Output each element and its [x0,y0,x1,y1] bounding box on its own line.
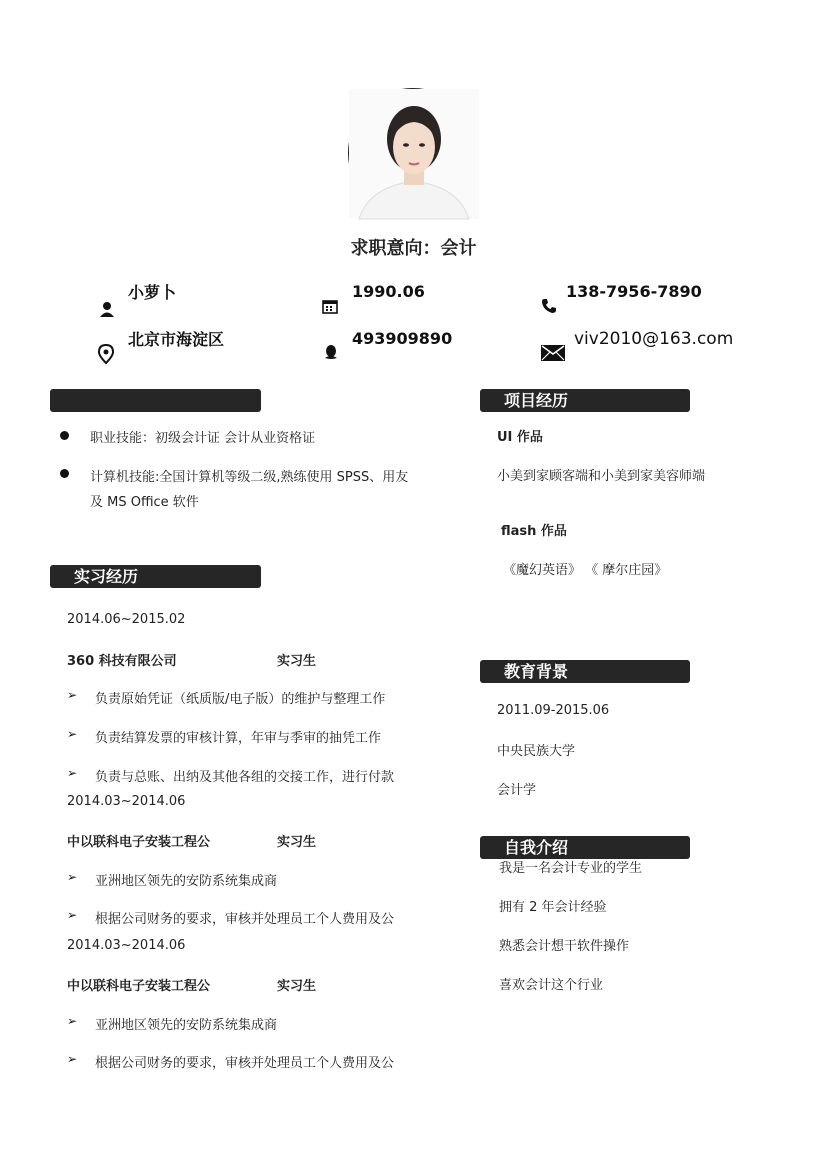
profile-photo [348,88,478,218]
address-value: 北京市海淀区 [128,330,225,349]
calendar-icon [322,298,340,316]
ui-desc: 小美到家顾客端和小美到家美容师端 [497,469,706,484]
intro-line-2: 拥有 2 年会计经验 [499,900,607,915]
arrow-bullet: ➢ [67,1014,78,1028]
intro-line-1: 我是一名会计专业的学生 [499,861,643,876]
intro-line-4: 喜欢会计这个行业 [499,978,604,993]
entry1-company: 360 科技有限公司 [67,654,177,669]
arrow-bullet: ➢ [67,688,78,702]
entry3-company: 中以联科电子安装工程公 [67,979,211,994]
birth-value: 1990.06 [352,282,425,301]
job-objective: 求职意向：会计 [350,238,477,259]
bullet-dot [60,469,69,478]
qq-value: 493909890 [352,329,453,348]
arrow-bullet: ➢ [67,766,78,780]
ui-title: UI 作品 [497,430,543,445]
arrow-bullet: ➢ [67,1052,78,1066]
intro-header: 自我介绍 [480,836,690,859]
email-value: viv2010@163.com [574,329,734,349]
phone-value: 138-7956-7890 [566,282,702,301]
skill-item-2-cont: 及 MS Office 软件 [90,495,199,510]
edu-major: 会计学 [497,783,537,798]
intro-line-3: 熟悉会计想干软件操作 [499,939,630,954]
entry1-bullet-3: 负责与总账、出纳及其他各组的交接工作，进行付款 [95,770,395,785]
name-value: 小萝卜 [128,283,177,302]
skill-item-1: 职业技能：初级会计证 会计从业资格证 [90,431,316,446]
flash-title: flash 作品 [501,524,567,539]
flash-desc: 《魔幻英语》 《 摩尔庄园》 [503,563,668,578]
entry1-role: 实习生 [277,654,317,669]
skill-item-2: 计算机技能:全国计算机等级二级,熟练使用 SPSS、用友 [90,470,409,485]
entry3-role: 实习生 [277,979,317,994]
entry3-bullet-2: 根据公司财务的要求，审核并处理员工个人费用及公 [95,1056,395,1071]
entry2-company: 中以联科电子安装工程公 [67,835,211,850]
edu-school: 中央民族大学 [497,744,576,759]
qq-icon [323,344,341,362]
arrow-bullet: ➢ [67,908,78,922]
entry3-clipped-row [60,1052,440,1071]
mail-icon [541,345,565,361]
entry1-bullet-2: 负责结算发票的审核计算，年审与季审的抽凭工作 [95,731,382,746]
arrow-bullet: ➢ [67,727,78,741]
entry1-bullet-1: 负责原始凭证（纸质版/电子版）的维护与整理工作 [95,692,386,707]
person-icon [98,300,116,318]
phone-icon [541,298,559,316]
projects-header: 项目经历 [480,389,690,412]
education-header: 教育背景 [480,660,690,683]
arrow-bullet: ➢ [67,870,78,884]
entry2-bullet-1: 亚洲地区领先的安防系统集成商 [95,874,278,889]
entry2-bullet-2: 根据公司财务的要求，审核并处理员工个人费用及公 [95,912,395,927]
internship-header: 实习经历 [50,565,261,588]
avatar [349,89,479,219]
entry3-bullet-1: 亚洲地区领先的安防系统集成商 [95,1018,278,1033]
entry2-clipped-row [60,908,440,927]
entry2-date: 2014.03~2014.06 [67,794,186,809]
edu-date: 2011.09-2015.06 [497,703,610,718]
entry1-date: 2014.06~2015.02 [67,612,186,627]
location-icon [97,344,115,362]
entry2-role: 实习生 [277,835,317,850]
bullet-dot [60,431,69,440]
skills-header-bar [50,389,261,412]
entry3-date: 2014.03~2014.06 [67,938,186,953]
